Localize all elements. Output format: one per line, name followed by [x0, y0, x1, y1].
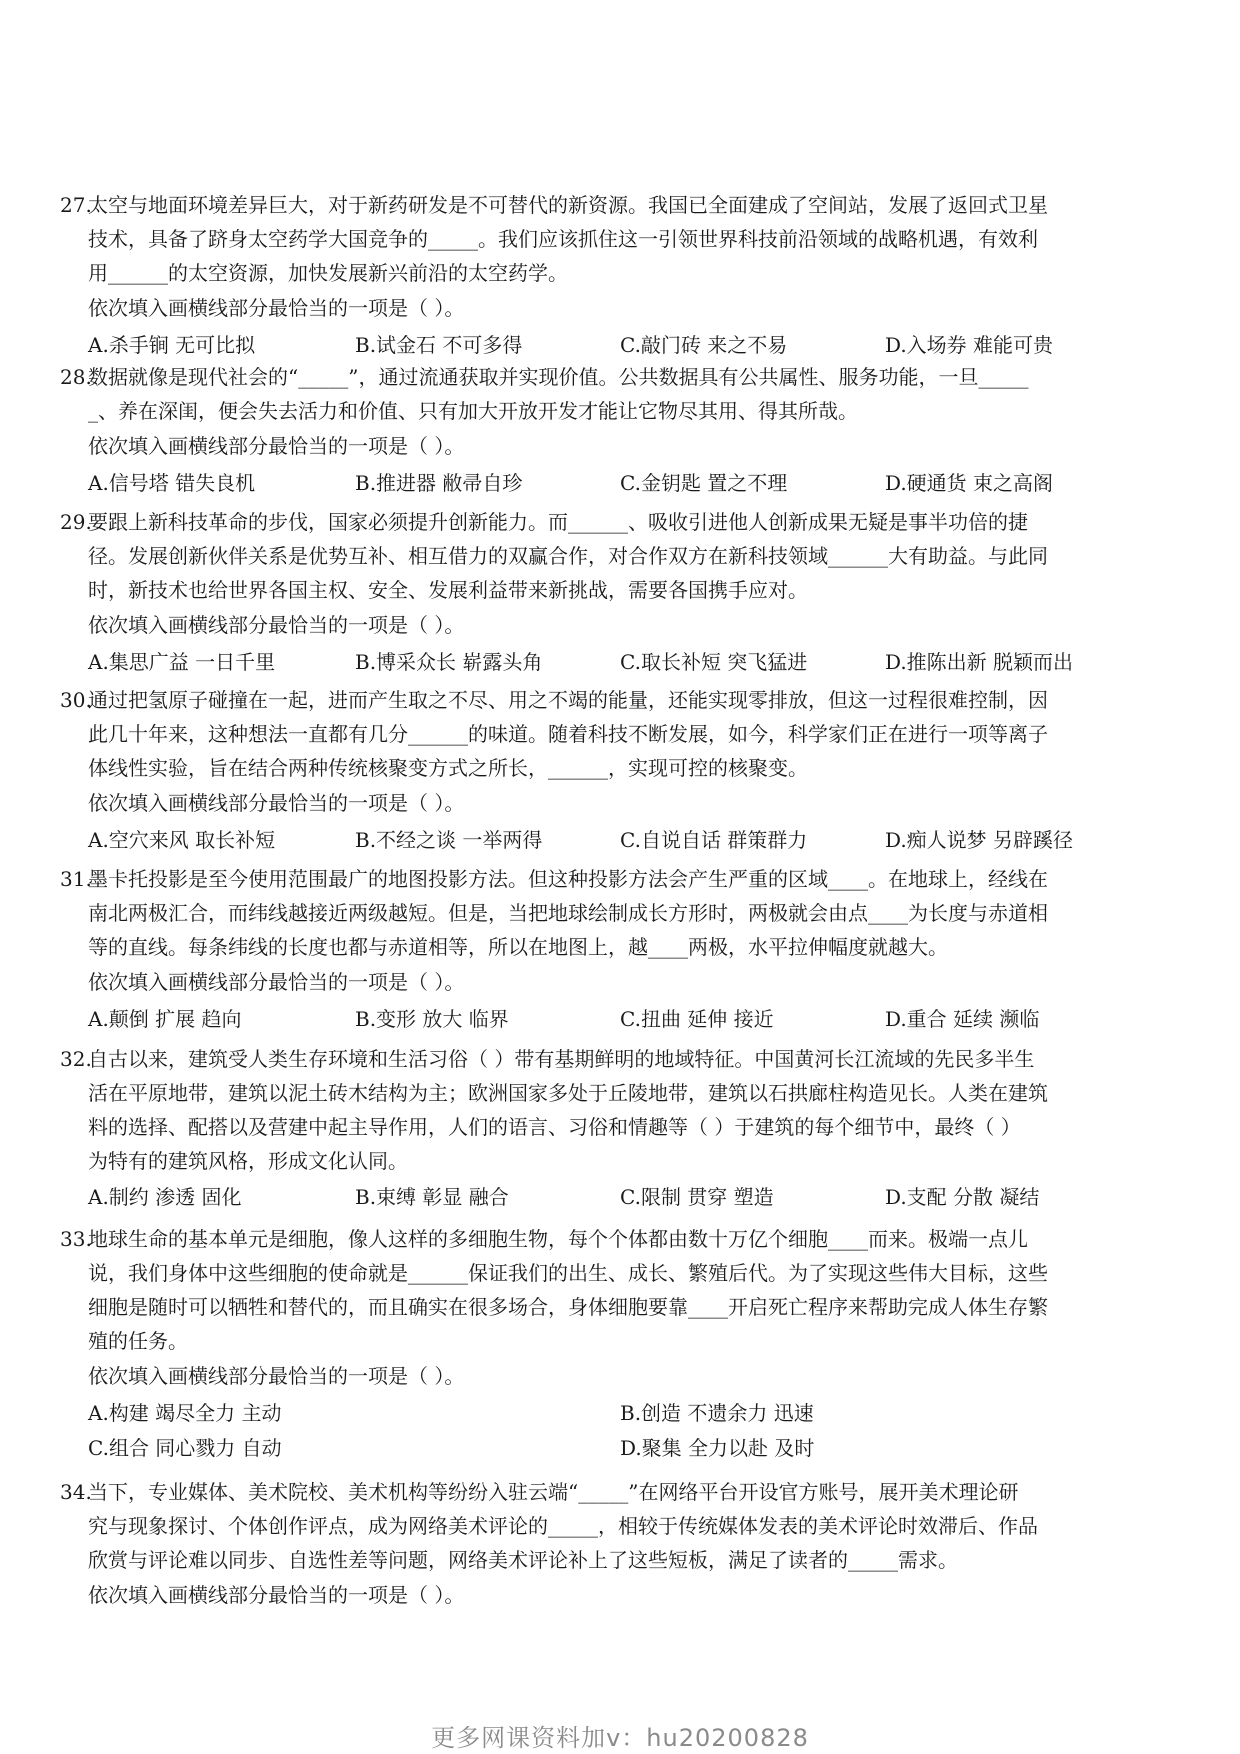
question-line: 欣赏与评论难以同步、自选性差等问题，网络美术评论补上了这些短板，满足了读者的_____需求。: [88, 1548, 958, 1572]
option-c[interactable]: C.扭曲 延伸 接近: [620, 1007, 774, 1031]
question-prompt: 依次填入画横线部分最恰当的一项是（ ）。: [88, 970, 465, 994]
question-line: 34. 当下，专业媒体、美术院校、美术机构等纷纷入驻云端“_____”在网络平台开设官方账号，展开美术理论研: [60, 1475, 1140, 1509]
footer-watermark: 更多网课资料加v：hu20200828: [431, 1724, 809, 1752]
question-line: 体线性实验，旨在结合两种传统核聚变方式之所长，______，实现可控的核聚变。: [88, 756, 808, 780]
option-b[interactable]: B.创造 不遗余力 迅速: [620, 1401, 814, 1425]
question-number: 30.: [60, 688, 92, 712]
options-row: [60, 464, 1140, 502]
question-number: 28.: [60, 365, 92, 389]
option-a[interactable]: A.颠倒 扩展 趋向: [88, 1007, 242, 1031]
options-row: [60, 1394, 1140, 1432]
question-line: 料的选择、配搭以及营建中起主导作用，人们的语言、习俗和情趣等（ ）于建筑的每个细节中，最终（ ）: [88, 1115, 1021, 1139]
question-line: 28. 数据就像是现代社会的“_____”，通过流通获取并实现价值。公共数据具有公共属性、服务功能，一旦_____: [60, 360, 1140, 394]
question-line: 技术，具备了跻身太空药学大国竞争的_____。我们应该抓住这一引领世界科技前沿领域的战略机遇，有效利: [88, 227, 1038, 251]
question-number: 27.: [60, 193, 92, 217]
question-number: 32.: [60, 1047, 92, 1071]
option-c[interactable]: C.自说自话 群策群力: [620, 828, 808, 852]
question-28: [60, 360, 1140, 502]
question-line: 等的直线。每条纬线的长度也都与赤道相等，所以在地图上，越____两极，水平拉伸幅度就越大。: [88, 935, 948, 959]
options-row: [60, 326, 1140, 364]
question-29: [60, 505, 1140, 681]
option-a[interactable]: A.制约 渗透 固化: [88, 1185, 242, 1209]
question-line: 说，我们身体中这些细胞的使命就是______保证我们的出生、成长、繁殖后代。为了实现这些伟大目标，这些: [88, 1261, 1048, 1285]
question-line: 31. 墨卡托投影是至今使用范围最广的地图投影方法。但这种投影方法会产生严重的区域____。在地球上，经线在: [60, 862, 1140, 896]
options-row: [60, 643, 1140, 681]
option-c[interactable]: C.取长补短 突飞猛进: [620, 650, 808, 674]
option-b[interactable]: B.束缚 彰显 融合: [355, 1185, 509, 1209]
option-b[interactable]: B.变形 放大 临界: [355, 1007, 509, 1031]
question-31: [60, 862, 1140, 1038]
question-line: 用______的太空资源，加快发展新兴前沿的太空药学。: [88, 261, 568, 285]
question-prompt: 依次填入画横线部分最恰当的一项是（ ）。: [88, 434, 465, 458]
option-c[interactable]: C.组合 同心戮力 自动: [88, 1436, 282, 1460]
question-30: [60, 683, 1140, 859]
question-line: 活在平原地带，建筑以泥土砖木结构为主；欧洲国家多处于丘陵地带，建筑以石拱廊柱构造见长。人类在建筑: [88, 1081, 1048, 1105]
option-c[interactable]: C.敲门砖 来之不易: [620, 333, 788, 357]
option-d[interactable]: D.支配 分散 凝结: [885, 1185, 1040, 1209]
question-line: 细胞是随时可以牺牲和替代的，而且确实在很多场合，身体细胞要靠____开启死亡程序来帮助完成人体生存繁: [88, 1295, 1048, 1319]
option-c[interactable]: C.金钥匙 置之不理: [620, 471, 788, 495]
option-b[interactable]: B.推进器 敝帚自珍: [355, 471, 523, 495]
question-32: [60, 1042, 1140, 1216]
options-row: [60, 1000, 1140, 1038]
option-d[interactable]: D.重合 延续 濒临: [885, 1007, 1040, 1031]
option-b[interactable]: B.博采众长 崭露头角: [355, 650, 543, 674]
question-prompt: 依次填入画横线部分最恰当的一项是（ ）。: [88, 613, 465, 637]
options-row: [60, 1432, 1140, 1464]
option-a[interactable]: A.信号塔 错失良机: [88, 471, 256, 495]
question-line: 32. 自古以来，建筑受人类生存环境和生活习俗（ ）带有基期鲜明的地域特征。中国黄河长江流域的先民多半生: [60, 1042, 1140, 1076]
question-33: [60, 1222, 1140, 1464]
question-line: 究与现象探讨、个体创作评点，成为网络美术评论的_____，相较于传统媒体发表的美术评论时效滞后、作品: [88, 1514, 1038, 1538]
question-27: [60, 188, 1140, 364]
options-row: [60, 821, 1140, 859]
option-a[interactable]: A.杀手锏 无可比拟: [88, 333, 256, 357]
option-a[interactable]: A.空穴来风 取长补短: [88, 828, 276, 852]
question-number: 29.: [60, 510, 92, 534]
question-prompt: 依次填入画横线部分最恰当的一项是（ ）。: [88, 1364, 465, 1388]
question-line: 南北两极汇合，而纬线越接近两级越短。但是，当把地球绘制成长方形时，两极就会由点____为长度与赤道相: [88, 901, 1048, 925]
option-a[interactable]: A.构建 竭尽全力 主动: [88, 1401, 282, 1425]
option-d[interactable]: D.硬通货 束之高阁: [885, 471, 1054, 495]
question-prompt: 依次填入画横线部分最恰当的一项是（ ）。: [88, 1583, 465, 1607]
option-d[interactable]: D.痴人说梦 另辟蹊径: [885, 828, 1074, 852]
question-line: 30. 通过把氢原子碰撞在一起，进而产生取之不尽、用之不竭的能量，还能实现零排放，但这一过程很难控制，因: [60, 683, 1140, 717]
question-34: [60, 1475, 1140, 1613]
question-line: 此几十年来，这种想法一直都有几分______的味道。随着科技不断发展，如今，科学家们正在进行一项等离子: [88, 722, 1048, 746]
question-line: 时，新技术也给世界各国主权、安全、发展利益带来新挑战，需要各国携手应对。: [88, 578, 808, 602]
question-prompt: 依次填入画横线部分最恰当的一项是（ ）。: [88, 296, 465, 320]
question-line: 径。发展创新伙伴关系是优势互补、相互借力的双赢合作，对合作双方在新科技领域______大有助益。与此同: [88, 544, 1048, 568]
option-d[interactable]: D.聚集 全力以赴 及时: [620, 1436, 815, 1460]
options-row: [60, 1178, 1140, 1216]
question-line: 33. 地球生命的基本单元是细胞，像人这样的多细胞生物，每个个体都由数十万亿个细胞____而来。极端一点儿: [60, 1222, 1140, 1256]
option-d[interactable]: D.入场券 难能可贵: [885, 333, 1054, 357]
question-number: 33.: [60, 1227, 92, 1251]
option-b[interactable]: B.试金石 不可多得: [355, 333, 523, 357]
option-c[interactable]: C.限制 贯穿 塑造: [620, 1185, 774, 1209]
question-line: _、养在深闺，便会失去活力和价值、只有加大开放开发才能让它物尽其用、得其所哉。: [88, 399, 858, 423]
question-line: 29. 要跟上新科技革命的步伐，国家必须提升创新能力。而______、吸收引进他人创新成果无疑是事半功倍的捷: [60, 505, 1140, 539]
question-line: 27. 太空与地面环境差异巨大，对于新药研发是不可替代的新资源。我国已全面建成了空间站，发展了返回式卫星: [60, 188, 1140, 222]
question-number: 34.: [60, 1480, 92, 1504]
option-d[interactable]: D.推陈出新 脱颖而出: [885, 650, 1074, 674]
question-line: 殖的任务。: [88, 1329, 188, 1353]
question-prompt: 依次填入画横线部分最恰当的一项是（ ）。: [88, 791, 465, 815]
question-number: 31.: [60, 867, 92, 891]
question-line: 为特有的建筑风格，形成文化认同。: [88, 1149, 408, 1173]
option-b[interactable]: B.不经之谈 一举两得: [355, 828, 543, 852]
option-a[interactable]: A.集思广益 一日千里: [88, 650, 276, 674]
